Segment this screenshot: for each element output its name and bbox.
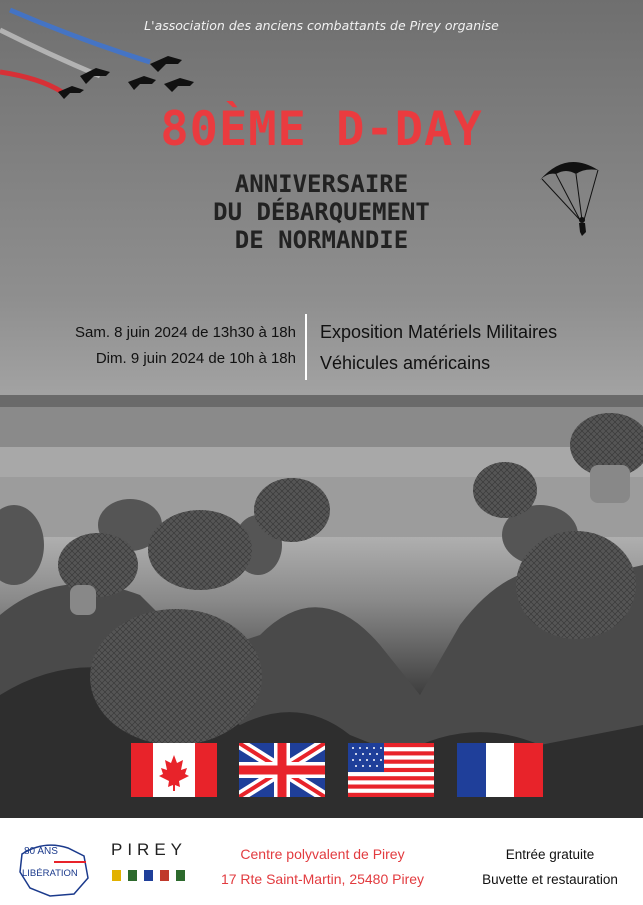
events-block: [320, 317, 557, 379]
subtitle-line: DE NORMANDIE: [234, 226, 409, 254]
jets-illustration: [0, 0, 220, 110]
info-line: Buvette et restauration: [482, 872, 618, 887]
pirey-logo: [108, 840, 190, 890]
venue-name: Centre polyvalent de Pirey: [240, 846, 405, 862]
france-flag-icon: [457, 743, 543, 797]
divider: [305, 314, 307, 380]
info-line: Entrée gratuite: [505, 847, 595, 862]
canada-flag-icon: [131, 743, 217, 797]
pirey-logo-text: PIREY: [110, 840, 188, 859]
date-line: Sam. 8 juin 2024 de 13h30 à 18h: [74, 324, 296, 341]
footer: [0, 818, 643, 905]
subtitle-line: ANNIVERSAIRE: [234, 170, 409, 198]
event-line: Véhicules américains: [320, 353, 491, 373]
venue-block: [200, 842, 445, 892]
uk-flag-icon: [239, 743, 325, 797]
info-block: [470, 842, 630, 892]
organizer-text: L'association des anciens combattants de Pirey organise: [144, 18, 499, 33]
date-line: Dim. 9 juin 2024 de 10h à 18h: [95, 350, 296, 367]
venue-address: 17 Rte Saint-Martin, 25480 Pirey: [220, 871, 425, 887]
logo-line-2: LIBÉRATION: [22, 868, 78, 879]
event-line: Exposition Matériels Militaires: [320, 322, 558, 342]
liberation-logo: [14, 838, 100, 898]
dates-block: [30, 320, 296, 372]
subtitle-line: DU DÉBARQUEMENT: [213, 198, 430, 226]
usa-flag-icon: [348, 743, 434, 797]
paratrooper-icon: [536, 150, 606, 240]
page-title: 80ÈME D-DAY: [160, 102, 483, 157]
coat-of-arms-icon: [108, 866, 190, 886]
logo-line-1: 80 ANS: [24, 846, 58, 857]
